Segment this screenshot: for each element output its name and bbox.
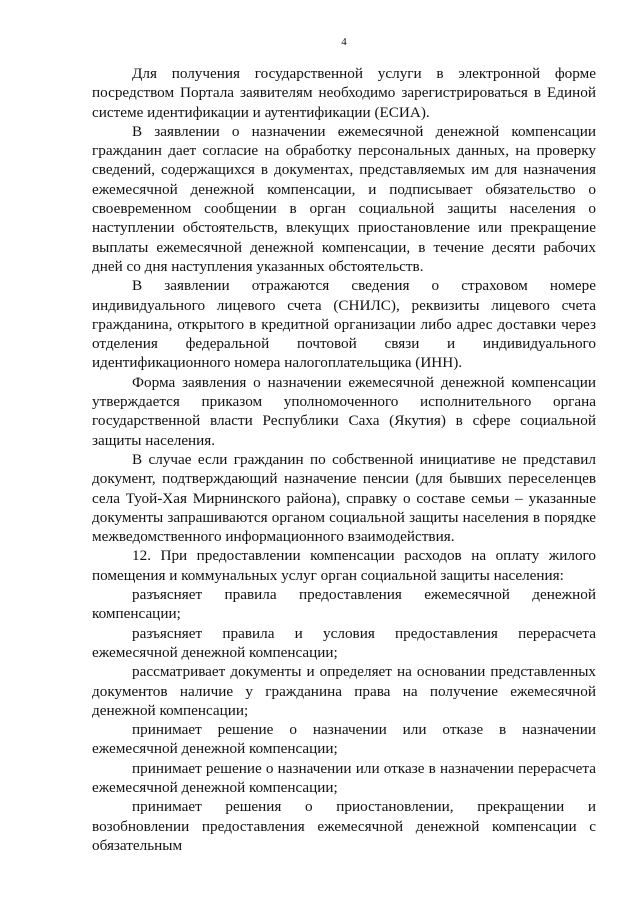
paragraph-interagency-request: В случае если гражданин по собственной инициативе не представил документ, подтверждающий назначение пенсии (для бывших переселенцев села Туой-Хая Мирнинского района), справку о составе семьи – указанные документы запрашиваются органом социальной защиты населения в порядке межведомственного информационного взаимодействия.: [92, 450, 596, 546]
list-item-explains-recalculation: разъясняет правила и условия предоставления перерасчета ежемесячной денежной компенсации;: [92, 624, 596, 661]
paragraph-consent: В заявлении о назначении ежемесячной денежной компенсации гражданин дает согласие на обработку персональных данных, на проверку сведений, содержащихся в документах, представляемых им для назначения ежемесячной денежной компенсации, и подписывает обязательство о своевременном сообщении в орган социальной защиты населения о наступлении обстоятельств, влекущих приостановление или прекращение выплаты ежемесячной денежной компенсации, в течение десяти рабочих дней со дня наступления указанных обстоятельств.: [92, 122, 596, 275]
list-item-explains-rules: разъясняет правила предоставления ежемесячной денежной компенсации;: [92, 586, 596, 623]
paragraph-esia-registration: Для получения государственной услуги в электронной форме посредством Портала заявителям необходимо зарегистрироваться в Единой системе идентификации и аутентификации (ЕСИА).: [92, 65, 596, 121]
list-item-decision-assignment: принимает решение о назначении или отказе в назначении ежемесячной денежной компенсации;: [92, 721, 596, 758]
paragraph-application-form: Форма заявления о назначении ежемесячной денежной компенсации утверждается приказом уполномоченного исполнительного органа государственной власти Республики Саха (Якутия) в сфере социальной защиты населения.: [92, 373, 596, 449]
list-item-reviews-documents: рассматривает документы и определяет на основании представленных документов наличие у гражданина права на получение ежемесячной денежной компенсации;: [92, 663, 596, 719]
paragraph-item-12: 12. При предоставлении компенсации расходов на оплату жилого помещения и коммунальных услуг орган социальной защиты населения:: [92, 547, 596, 584]
page-number: 4: [341, 36, 347, 48]
list-item-decision-suspension: принимает решения о приостановлении, прекращении и возобновлении предоставления ежемесячной денежной компенсации с обязательным: [92, 798, 596, 854]
paragraph-application-details: В заявлении отражаются сведения о страховом номере индивидуального лицевого счета (СНИЛС), реквизиты лицевого счета гражданина, открытого в кредитной организации либо адрес доставки через отделения федеральной почтовой связи и индивидуального идентификационного номера налогоплательщика (ИНН).: [92, 277, 596, 372]
list-item-decision-recalculation: принимает решение о назначении или отказе в назначении перерасчета ежемесячной денежной компенсации;: [92, 759, 596, 796]
